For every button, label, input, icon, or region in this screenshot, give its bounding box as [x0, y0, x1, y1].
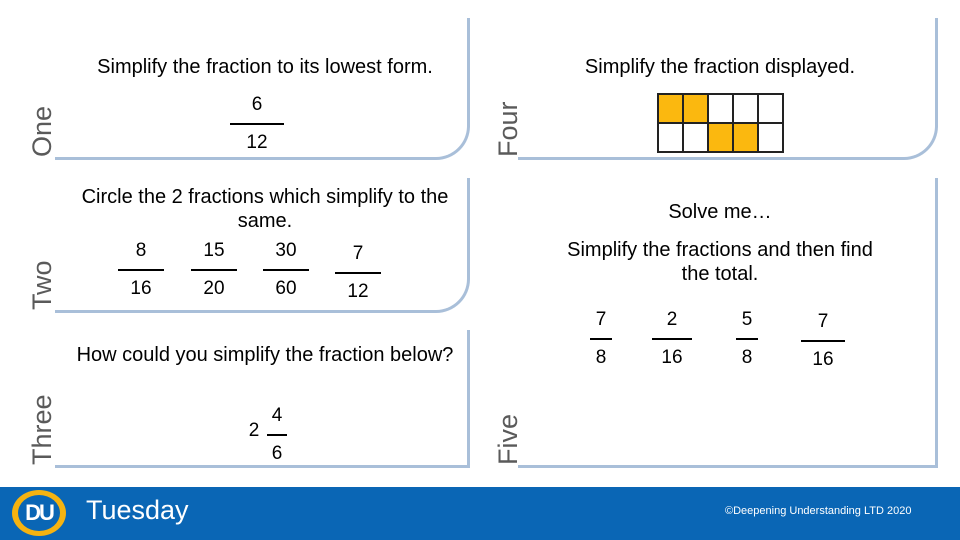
- q5-title: Solve me…: [668, 201, 772, 223]
- fraction-bar: [652, 338, 692, 340]
- q2-denominator-3: 60: [275, 278, 297, 299]
- day-label: Tuesday: [86, 495, 189, 525]
- fraction-bar: [263, 269, 309, 271]
- q1-instruction: Simplify the fraction to its lowest form.: [97, 56, 433, 78]
- side-label-two: Two: [27, 260, 57, 310]
- side-label-one: One: [27, 105, 57, 157]
- q1-fraction: [230, 94, 284, 154]
- q2-numerator-3: 30: [275, 240, 297, 261]
- copyright-text: ©Deepening Understanding LTD 2020: [725, 505, 912, 517]
- grid-cell-empty: [683, 123, 708, 152]
- du-logo: [12, 490, 66, 536]
- side-label-five: Five: [493, 413, 523, 465]
- q5-fraction-4: [800, 311, 846, 371]
- q2-denominator-2: 20: [203, 278, 225, 299]
- q3-fraction: [264, 405, 290, 465]
- q5-numerator-2: 2: [666, 309, 678, 330]
- q2-fraction-4: [335, 243, 381, 303]
- q5-denominator-2: 16: [661, 347, 683, 368]
- q3-numerator: 4: [271, 405, 283, 426]
- q2-fraction-3: [263, 240, 309, 300]
- q2-numerator-4: 7: [352, 243, 364, 264]
- fraction-bar: [267, 434, 287, 436]
- q5-fraction-3: [731, 309, 763, 369]
- q2-numerator-2: 15: [203, 240, 225, 261]
- q5-denominator-3: 8: [741, 347, 753, 368]
- fraction-bar: [590, 338, 612, 340]
- grid-cell-empty: [733, 94, 758, 123]
- q5-numerator-4: 7: [817, 311, 829, 332]
- q2-denominator-1: 16: [130, 278, 152, 299]
- fraction-bar: [801, 340, 845, 342]
- q2-fraction-1: [118, 240, 164, 300]
- fraction-bar: [230, 123, 284, 125]
- grid-cell-empty: [758, 123, 783, 152]
- q2-fraction-2: [191, 240, 237, 300]
- side-label-three: Three: [27, 394, 57, 465]
- q2-denominator-4: 12: [347, 281, 369, 302]
- grid-cell-empty: [708, 94, 733, 123]
- fraction-bar: [335, 272, 381, 274]
- q5-numerator-3: 5: [741, 309, 753, 330]
- grid-cell-empty: [758, 94, 783, 123]
- fraction-grid: [657, 93, 784, 153]
- side-label-four: Four: [493, 101, 523, 157]
- q4-instruction: Simplify the fraction displayed.: [584, 56, 856, 78]
- q1-denominator: 12: [246, 132, 268, 153]
- grid-cell-shaded: [683, 94, 708, 123]
- q5-instruction: Simplify the fractions and then find the total.: [567, 239, 873, 285]
- q3-denominator: 6: [271, 443, 283, 464]
- du-logo-text: DU: [18, 495, 60, 531]
- q1-numerator: 6: [251, 94, 263, 115]
- q3-whole-number: 2: [248, 420, 260, 441]
- q2-instruction: Circle the 2 fractions which simplify to the same.: [81, 186, 449, 232]
- q5-fraction-1: [585, 309, 617, 369]
- grid-cell-shaded: [708, 123, 733, 152]
- q3-instruction: How could you simplify the fraction below?: [76, 344, 454, 366]
- fraction-bar: [736, 338, 758, 340]
- q5-denominator-1: 8: [595, 347, 607, 368]
- q2-numerator-1: 8: [135, 240, 147, 261]
- grid-cell-shaded: [733, 123, 758, 152]
- q5-fraction-2: [650, 309, 694, 369]
- q5-numerator-1: 7: [595, 309, 607, 330]
- q5-denominator-4: 16: [812, 349, 834, 370]
- fraction-bar: [191, 269, 237, 271]
- grid-cell-empty: [658, 123, 683, 152]
- grid-cell-shaded: [658, 94, 683, 123]
- fraction-bar: [118, 269, 164, 271]
